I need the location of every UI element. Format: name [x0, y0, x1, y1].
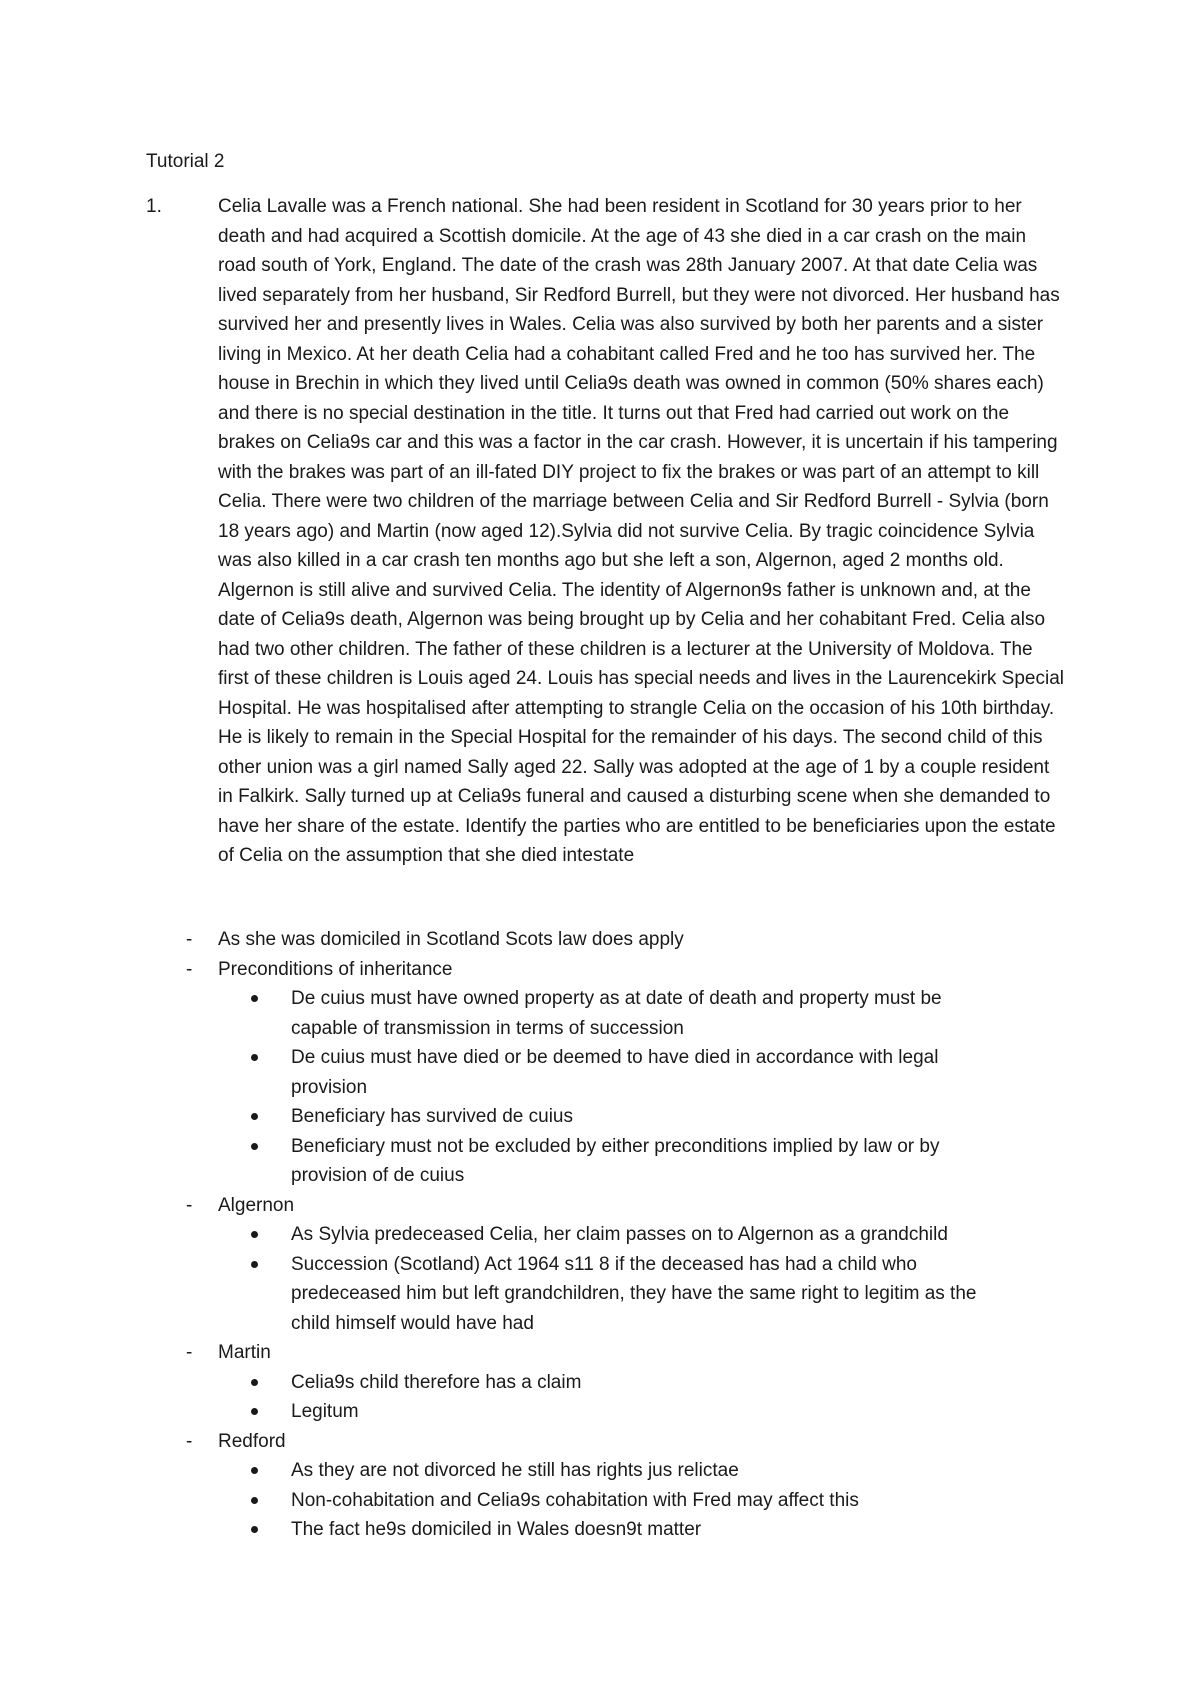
note-bullets	[218, 1456, 1066, 1545]
bullet-text: De cuius must have died or be deemed to have died in accordance with legal provision	[291, 1047, 939, 1098]
note-text: Preconditions of inheritance	[218, 958, 453, 980]
bullet-text: De cuius must have owned property as at date of death and property must be capable of transmission in terms of succession	[291, 988, 942, 1039]
answer-notes-list	[146, 925, 1066, 1545]
dash-marker: -	[186, 958, 193, 980]
note-text: Martin	[218, 1342, 271, 1363]
dash-marker: -	[186, 1342, 193, 1363]
bullet-text: Succession (Scotland) Act 1964 s11 8 if the deceased has had a child who predeceased him but left grandchildren, they have the same right to legitim as the child himself would have had	[291, 1253, 977, 1334]
note-text: Redford	[218, 1430, 286, 1452]
dash-marker: -	[186, 1194, 193, 1216]
bullet-text: Celia9s child therefore has a claim	[291, 1371, 582, 1393]
bullet-dot-icon	[251, 995, 258, 1002]
note-bullets	[218, 1220, 1066, 1338]
bullet-text: Beneficiary has survived de cuius	[291, 1106, 573, 1127]
bullet-dot-icon	[251, 1231, 258, 1238]
bullet-item	[218, 1132, 991, 1191]
bullet-item	[218, 1102, 991, 1132]
note-text: As she was domiciled in Scotland Scots law does apply	[218, 929, 684, 950]
bullet-dot-icon	[251, 1054, 258, 1061]
note-item	[146, 1338, 1066, 1427]
bullet-text: The fact he9s domiciled in Wales doesn9t matter	[291, 1519, 702, 1540]
note-item	[146, 955, 1066, 1191]
note-item	[146, 925, 1066, 955]
bullet-dot-icon	[251, 1261, 258, 1268]
bullet-item	[218, 1368, 991, 1398]
bullet-text: As they are not divorced he still has rights jus relictae	[291, 1460, 739, 1481]
note-bullets	[218, 1368, 1066, 1427]
dash-marker: -	[186, 1430, 193, 1452]
dash-marker: -	[186, 929, 193, 950]
question-number: 1.	[146, 196, 162, 217]
question-text: Celia Lavalle was a French national. She had been resident in Scotland for 30 years prior to her death and had acquired a Scottish domicile. At the age of 43 she died in a car crash on the main road south of York, England. The date of the crash was 28th January 2007. At that date Celia was lived separately from her husband, Sir Redford Burrell, but they were not divorced. Her husband has survived her and presently lives in Wales. Celia was also survived by both her parents and a sister living in Mexico. At her death Celia had a cohabitant called Fred and he too has survived her. The house in Brechin in which they lived until Celia9s death was owned in common (50% shares each) and there is no special destination in the title. It turns out that Fred had carried out work on the brakes on Celia9s car and this was a factor in the car crash. However, it is uncertain if his tampering with the brakes was part of an ill-fated DIY project to fix the brakes or was part of an attempt to kill Celia. There were two children of the marriage between Celia and Sir Redford Burrell - Sylvia (born 18 years ago) and Martin (now aged 12).Sylvia did not survive Celia. By tragic coincidence Sylvia was also killed in a car crash ten months ago but she left a son, Algernon, aged 2 months old. Algernon is still alive and survived Celia. The identity of Algernon9s father is unknown and, at the date of Celia9s death, Algernon was being brought up by Celia and her cohabitant Fred. Celia also had two other children. The father of these children is a lecturer at the University of Moldova. The first of these children is Louis aged 24. Louis has special needs and lives in the Laurencekirk Special Hospital. He was hospitalised after attempting to strangle Celia on the occasion of his 10th birthday. He is likely to remain in the Special Hospital for the remainder of his days. The second child of this other union was a girl named Sally aged 22. Sally was adopted at the age of 1 by a couple resident in Falkirk. Sally turned up at Celia9s funeral and caused a disturbing scene when she demanded to have her share of the estate. Identify the parties who are entitled to be beneficiaries upon the estate of Celia on the assumption that she died intestate	[218, 196, 1065, 866]
bullet-item	[218, 1220, 991, 1250]
bullet-item	[218, 984, 991, 1043]
note-bullets	[218, 984, 1066, 1191]
bullet-item	[218, 1250, 991, 1339]
note-text: Algernon	[218, 1194, 295, 1216]
bullet-item	[218, 1456, 991, 1486]
bullet-dot-icon	[251, 1113, 258, 1120]
bullet-item	[218, 1515, 991, 1545]
question-1	[146, 192, 1066, 871]
bullet-item	[218, 1486, 991, 1516]
bullet-dot-icon	[251, 1379, 258, 1386]
bullet-text: As Sylvia predeceased Celia, her claim passes on to Algernon as a grandchild	[291, 1224, 948, 1245]
bullet-dot-icon	[251, 1497, 258, 1504]
bullet-text: Beneficiary must not be excluded by either preconditions implied by law or by provision of de cuius	[291, 1135, 940, 1186]
bullet-dot-icon	[251, 1526, 258, 1533]
bullet-text: Legitum	[291, 1401, 359, 1422]
bullet-text: Non-cohabitation and Celia9s cohabitation with Fred may affect this	[291, 1489, 859, 1511]
bullet-dot-icon	[251, 1408, 258, 1415]
bullet-item	[218, 1397, 991, 1427]
document-title: Tutorial 2	[146, 151, 225, 172]
bullet-item	[218, 1043, 991, 1102]
bullet-dot-icon	[251, 1143, 258, 1150]
note-item	[146, 1427, 1066, 1545]
note-item	[146, 1191, 1066, 1339]
bullet-dot-icon	[251, 1467, 258, 1474]
